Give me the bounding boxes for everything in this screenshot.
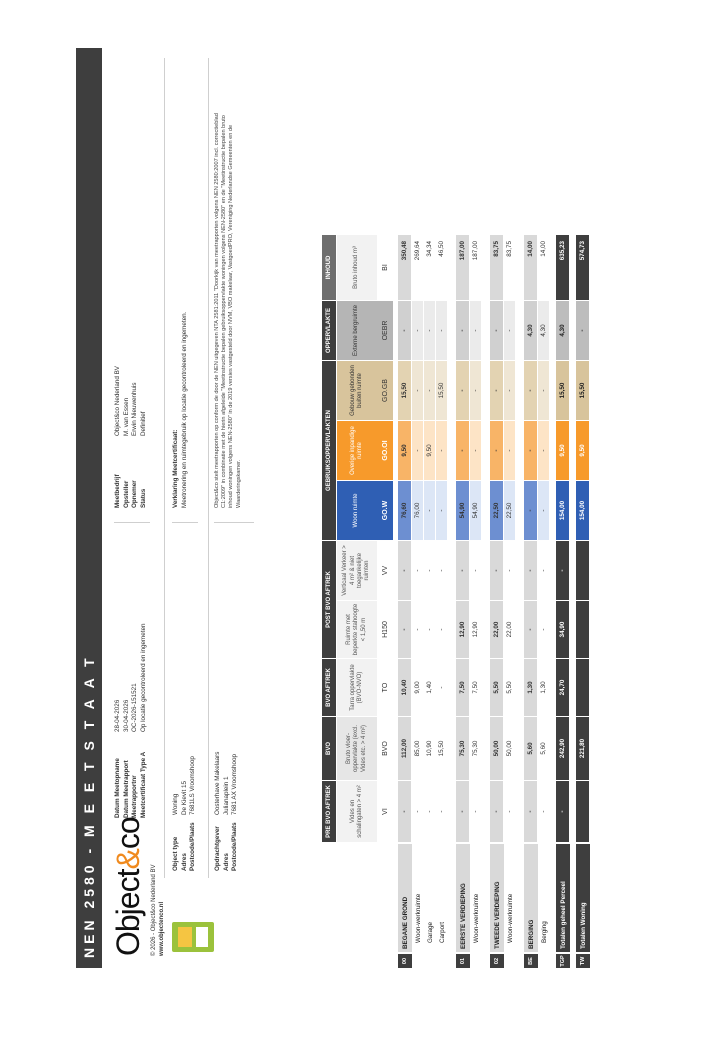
logo-text-right: co xyxy=(110,817,146,850)
meta-left-block xyxy=(114,623,148,818)
cell-value: 154,00 xyxy=(556,481,569,540)
meta-row xyxy=(140,366,149,508)
cell-value: - xyxy=(470,421,481,480)
cell-value: 15,50 xyxy=(436,717,447,780)
client-block xyxy=(214,752,240,871)
meta-label: Object type xyxy=(172,836,179,871)
cell-value: - xyxy=(424,361,435,420)
cell-value: - xyxy=(398,541,411,600)
column-code-oebr: OEBR xyxy=(377,301,393,360)
cell-value: - xyxy=(470,541,481,600)
cell-value: - xyxy=(436,781,447,842)
row-code: 02 xyxy=(490,954,504,968)
meta-value: Erwin Nieuwenhuis xyxy=(131,382,139,436)
declaration-text: Meetronering en ruimtegebruik op locatie gecontroleerd en ingemeten. xyxy=(180,311,188,508)
cell-value: 83,75 xyxy=(490,235,503,300)
cell-value: - xyxy=(524,781,537,842)
column-code-to: TO xyxy=(377,659,393,716)
cell-value: - xyxy=(436,301,447,360)
cell-value: 34,34 xyxy=(424,235,435,300)
meta-row xyxy=(214,752,223,871)
cell-value: - xyxy=(538,481,549,540)
meta-label: Adres xyxy=(180,853,188,871)
cell-value xyxy=(576,541,589,600)
column-desc-go-gb: Gebouw gebonden buiten ruimte xyxy=(337,361,377,420)
meta-value: De Kievit 15 xyxy=(180,781,188,815)
cell-value: 22,50 xyxy=(490,481,503,540)
meta-label: Meetcertificaat Type A xyxy=(139,751,147,818)
row-code: BE xyxy=(524,954,538,968)
cell-value: - xyxy=(504,781,515,842)
cell-value: - xyxy=(490,361,503,420)
cell-value: 15,50 xyxy=(436,361,447,420)
cell-value: 4,30 xyxy=(538,301,549,360)
cell-value xyxy=(576,659,589,716)
divider-h1 xyxy=(164,58,165,878)
cell-value: - xyxy=(424,541,435,600)
column-code-h150: H150 xyxy=(377,601,393,658)
row-label: Woon-werkruimte xyxy=(414,893,422,943)
cell-value: - xyxy=(398,781,411,842)
meta-label: Opnemer xyxy=(131,480,139,508)
cell-value: - xyxy=(524,601,537,658)
cell-value: - xyxy=(556,541,569,600)
cell-value: 5,50 xyxy=(490,659,503,716)
cell-value: - xyxy=(556,781,569,842)
cell-value: - xyxy=(436,601,447,658)
row-label: Woon-werkruimte xyxy=(472,893,480,943)
cell-value: - xyxy=(524,361,537,420)
copyright-line: © 2026 - Object&co Nederland BV xyxy=(151,864,157,956)
row-code: 00 xyxy=(398,954,412,968)
cell-value: 14,00 xyxy=(524,235,537,300)
cell-value: - xyxy=(436,659,447,716)
group-header-inhoud: INHOUD xyxy=(322,235,336,300)
divider-v1 xyxy=(114,522,150,523)
meta-value: 7681 AX Vroomshoop xyxy=(231,753,239,815)
cell-value: 1,30 xyxy=(524,659,537,716)
column-code-vi: VI xyxy=(377,781,393,842)
column-code-go-w: GO.W xyxy=(377,481,393,540)
cell-value: - xyxy=(456,781,469,842)
cell-value: - xyxy=(504,301,515,360)
column-code-bi: BI xyxy=(377,235,393,300)
declaration-title: Verklaring Meetcertificaat: xyxy=(172,429,179,508)
cell-value: - xyxy=(436,421,447,480)
rotated-sheet xyxy=(76,48,696,968)
cell-value xyxy=(576,781,589,842)
cell-value: - xyxy=(436,541,447,600)
cell-value: 112,00 xyxy=(398,717,411,780)
group-header-gebruik: GEBRUIKSOPPERVLAKTEN xyxy=(322,361,336,540)
row-label: Woon-werkruimte xyxy=(506,893,514,943)
cell-value: 1,40 xyxy=(424,659,435,716)
cell-value: 9,50 xyxy=(424,421,435,480)
object-block xyxy=(172,756,198,871)
cell-value: - xyxy=(538,601,549,658)
header-bar: NEN 2580 - M E E T S T A A T xyxy=(76,48,102,968)
company-logo xyxy=(110,817,147,956)
cell-value: 1,30 xyxy=(538,659,549,716)
cell-value: 10,90 xyxy=(424,717,435,780)
column-desc-go-oi: Overige inpandige ruimte xyxy=(337,421,377,480)
copyright xyxy=(150,865,166,956)
declaration-block xyxy=(172,108,189,508)
cell-value: 24,70 xyxy=(556,659,569,716)
cell-value: - xyxy=(576,301,589,360)
cell-value: 75,30 xyxy=(470,717,481,780)
cell-value: - xyxy=(424,781,435,842)
cell-value: - xyxy=(412,421,423,480)
cell-value: 635,23 xyxy=(556,235,569,300)
cell-value: 12,90 xyxy=(470,601,481,658)
meta-value: Julianaplein 1 xyxy=(222,776,230,815)
meta-row xyxy=(123,623,132,818)
meta-value: Op locatie gecontroleerd en ingemeten xyxy=(139,623,147,732)
cell-value: - xyxy=(412,301,423,360)
cell-value: - xyxy=(538,541,549,600)
meta-label: Status xyxy=(139,488,147,508)
group-header-post_bvo: POST BVO AFTREK xyxy=(322,541,336,658)
cell-value: - xyxy=(490,301,503,360)
row-code: TW xyxy=(576,954,590,968)
cell-value: - xyxy=(470,781,481,842)
cell-value: 22,50 xyxy=(504,481,515,540)
column-code-bvo: BVO xyxy=(377,717,393,780)
column-desc-bvo: Bruto vloer-oppervlakte (excl. Vides etc. > 4 m²) xyxy=(337,717,377,780)
meta-right-block xyxy=(114,366,148,508)
group-header-bvo: BVO xyxy=(322,717,336,780)
column-desc-h150: Ruimte met beperkte stahoogte < 1,50 m xyxy=(337,601,377,658)
cell-value: 9,50 xyxy=(398,421,411,480)
website-line: www.objectenco.nl xyxy=(159,901,165,956)
cell-value: - xyxy=(412,541,423,600)
cell-value: 76,00 xyxy=(412,481,423,540)
row-label: BEGANE GROND xyxy=(398,844,412,952)
cell-value: - xyxy=(424,481,435,540)
meta-value: Definitief xyxy=(139,411,147,436)
meta-value: 28-04-2026 xyxy=(114,699,121,732)
meta-label: Opsteller xyxy=(122,480,130,508)
cell-value: 50,00 xyxy=(490,717,503,780)
cell-value: - xyxy=(456,361,469,420)
logo-ampersand: & xyxy=(110,849,146,870)
meta-label: Datum Meetrapport xyxy=(122,760,130,818)
cell-value: - xyxy=(470,361,481,420)
cell-value: - xyxy=(424,301,435,360)
cell-value: 221,80 xyxy=(576,717,589,780)
meta-row xyxy=(223,752,232,871)
meta-row xyxy=(140,623,149,818)
meta-row xyxy=(123,366,132,508)
row-code: 01 xyxy=(456,954,470,968)
cell-value: 5,60 xyxy=(538,717,549,780)
meta-label: Meetrapportnr xyxy=(131,775,139,818)
cell-value: 5,60 xyxy=(524,717,537,780)
column-desc-vv: Verticaal Verkeer > 4 m² & niet toegankelijke ruimten xyxy=(337,541,377,600)
meta-label: Opdrachtgever xyxy=(214,826,221,871)
cell-value: - xyxy=(490,781,503,842)
cell-value: - xyxy=(538,781,549,842)
cell-value: - xyxy=(504,361,515,420)
cell-value: - xyxy=(398,301,411,360)
cell-value: 269,64 xyxy=(412,235,423,300)
divider-h2 xyxy=(208,58,209,878)
column-desc-oebr: Externe bergruimte xyxy=(337,301,377,360)
row-label: BERGING xyxy=(524,844,538,952)
meta-row xyxy=(114,366,123,508)
cell-value: - xyxy=(524,541,537,600)
declaration-body: Object&co stelt meetrapporten op conform de door de NEN uitgegeven NTA 2581:2011 "Doorkijk van meetrapporten volgens NEN 2580:2007 incl. correctieblad C1:2009" in combinatie met de hierin afgeleide "Meetinstructie bepalen gebruiksoppervlakte woningen volgens NEN-2580" en de "Meetinstructie bepalen bruto inhoud woningen volgens NEN-2580" in de 2019 versies vastgesteld door NVM, VBO makelaar, VastgoedPRO, Vereniging Nederlandse Gemeenten en de Waarderingskamer. xyxy=(214,113,242,508)
cell-value: - xyxy=(398,601,411,658)
row-code: TGP xyxy=(556,954,570,968)
cell-value: 187,00 xyxy=(470,235,481,300)
row-label: Carport xyxy=(438,922,446,943)
cell-value: - xyxy=(412,781,423,842)
cell-value: 34,90 xyxy=(556,601,569,658)
cell-value: - xyxy=(456,421,469,480)
cell-value: 4,30 xyxy=(524,301,537,360)
group-header-opp: OPPERVLAKTE xyxy=(322,301,336,360)
meta-label: Postcode/Plaats xyxy=(231,822,239,871)
cell-value xyxy=(576,601,589,658)
cell-value: 50,00 xyxy=(504,717,515,780)
cell-value: - xyxy=(456,541,469,600)
cell-value: 46,50 xyxy=(436,235,447,300)
cell-value: - xyxy=(504,421,515,480)
cell-value: 12,90 xyxy=(456,601,469,658)
divider-v3 xyxy=(214,522,254,523)
column-code-go-oi: GO.OI xyxy=(377,421,393,480)
cell-value: 14,00 xyxy=(538,235,549,300)
cell-value: 187,00 xyxy=(456,235,469,300)
cell-value: 7,50 xyxy=(456,659,469,716)
cell-value: 4,30 xyxy=(556,301,569,360)
group-header-pre_bvo: PRE BVO AFTREK xyxy=(322,781,336,842)
cell-value: 22,00 xyxy=(490,601,503,658)
divider-v2 xyxy=(172,522,198,523)
cell-value: - xyxy=(490,541,503,600)
meta-row xyxy=(114,623,123,818)
cell-value: - xyxy=(470,301,481,360)
certificate-badge-icon xyxy=(172,922,214,952)
cell-value: 574,73 xyxy=(576,235,589,300)
cell-value: - xyxy=(538,361,549,420)
cell-value: - xyxy=(412,601,423,658)
meta-row xyxy=(181,756,190,871)
cell-value: - xyxy=(436,481,447,540)
meta-value: M. van Essen xyxy=(122,397,130,436)
cell-value: 15,50 xyxy=(576,361,589,420)
meta-row xyxy=(231,752,240,871)
cell-value: 83,75 xyxy=(504,235,515,300)
cell-value: 85,00 xyxy=(412,717,423,780)
cell-value: - xyxy=(538,421,549,480)
row-label: Berging xyxy=(540,921,548,943)
cell-value: 54,90 xyxy=(470,481,481,540)
column-desc-go-w: Woon ruimte xyxy=(337,481,377,540)
row-label: Totalen geheel Perceel xyxy=(556,844,570,952)
row-label: Garage xyxy=(426,921,434,943)
meta-row xyxy=(131,366,140,508)
cell-value: 350,48 xyxy=(398,235,411,300)
column-desc-vi: Vides en schalingaten > 4 m² xyxy=(337,781,377,842)
cell-value: - xyxy=(456,301,469,360)
meta-value: 7681LS Vroomshoop xyxy=(189,756,197,815)
cell-value: 5,50 xyxy=(504,659,515,716)
meta-label: Adres xyxy=(222,853,230,871)
logo-text-left: Object xyxy=(110,869,146,956)
cell-value: 10,40 xyxy=(398,659,411,716)
column-code-vv: VV xyxy=(377,541,393,600)
meta-label: Meetbedrijf xyxy=(114,474,121,508)
meta-row xyxy=(189,756,198,871)
column-code-go-gb: GO.GB xyxy=(377,361,393,420)
row-label: Totalen Woning xyxy=(576,844,590,952)
cell-value: - xyxy=(504,541,515,600)
cell-value: - xyxy=(524,481,537,540)
meta-value: Oosterhave Makelaars xyxy=(214,751,221,815)
cell-value: 154,00 xyxy=(576,481,589,540)
meta-value: 30-04-2026 xyxy=(122,699,130,732)
cell-value: - xyxy=(524,421,537,480)
meta-row xyxy=(131,623,140,818)
cell-value: 15,50 xyxy=(556,361,569,420)
cell-value: 76,60 xyxy=(398,481,411,540)
cell-value: 9,00 xyxy=(412,659,423,716)
cell-value: - xyxy=(490,421,503,480)
group-header-bvo_aftrek: BVO AFTREK xyxy=(322,659,336,716)
cell-value: 7,50 xyxy=(470,659,481,716)
cell-value: 15,50 xyxy=(398,361,411,420)
cell-value: 9,50 xyxy=(576,421,589,480)
cell-value: - xyxy=(424,601,435,658)
row-label: EERSTE VERDIEPING xyxy=(456,844,470,952)
cell-value: 242,90 xyxy=(556,717,569,780)
row-label: TWEEDE VERDIEPING xyxy=(490,844,504,952)
column-desc-to: Tarra oppervlakte (BVO-NVO) xyxy=(337,659,377,716)
meta-value: OC-2026-151521 xyxy=(131,683,139,732)
meta-label: Postcode/Plaats xyxy=(189,822,197,871)
meta-label: Datum Meetopname xyxy=(114,758,121,818)
column-desc-bi: Bruto inhoud m³ xyxy=(337,235,377,300)
cell-value: 9,50 xyxy=(556,421,569,480)
meta-value: Object&co Nederland BV xyxy=(114,365,121,436)
meta-row xyxy=(172,756,181,871)
cell-value: 75,30 xyxy=(456,717,469,780)
cell-value: 22,00 xyxy=(504,601,515,658)
cell-value: - xyxy=(412,361,423,420)
cell-value: 54,90 xyxy=(456,481,469,540)
meta-value: Woning xyxy=(172,793,179,815)
